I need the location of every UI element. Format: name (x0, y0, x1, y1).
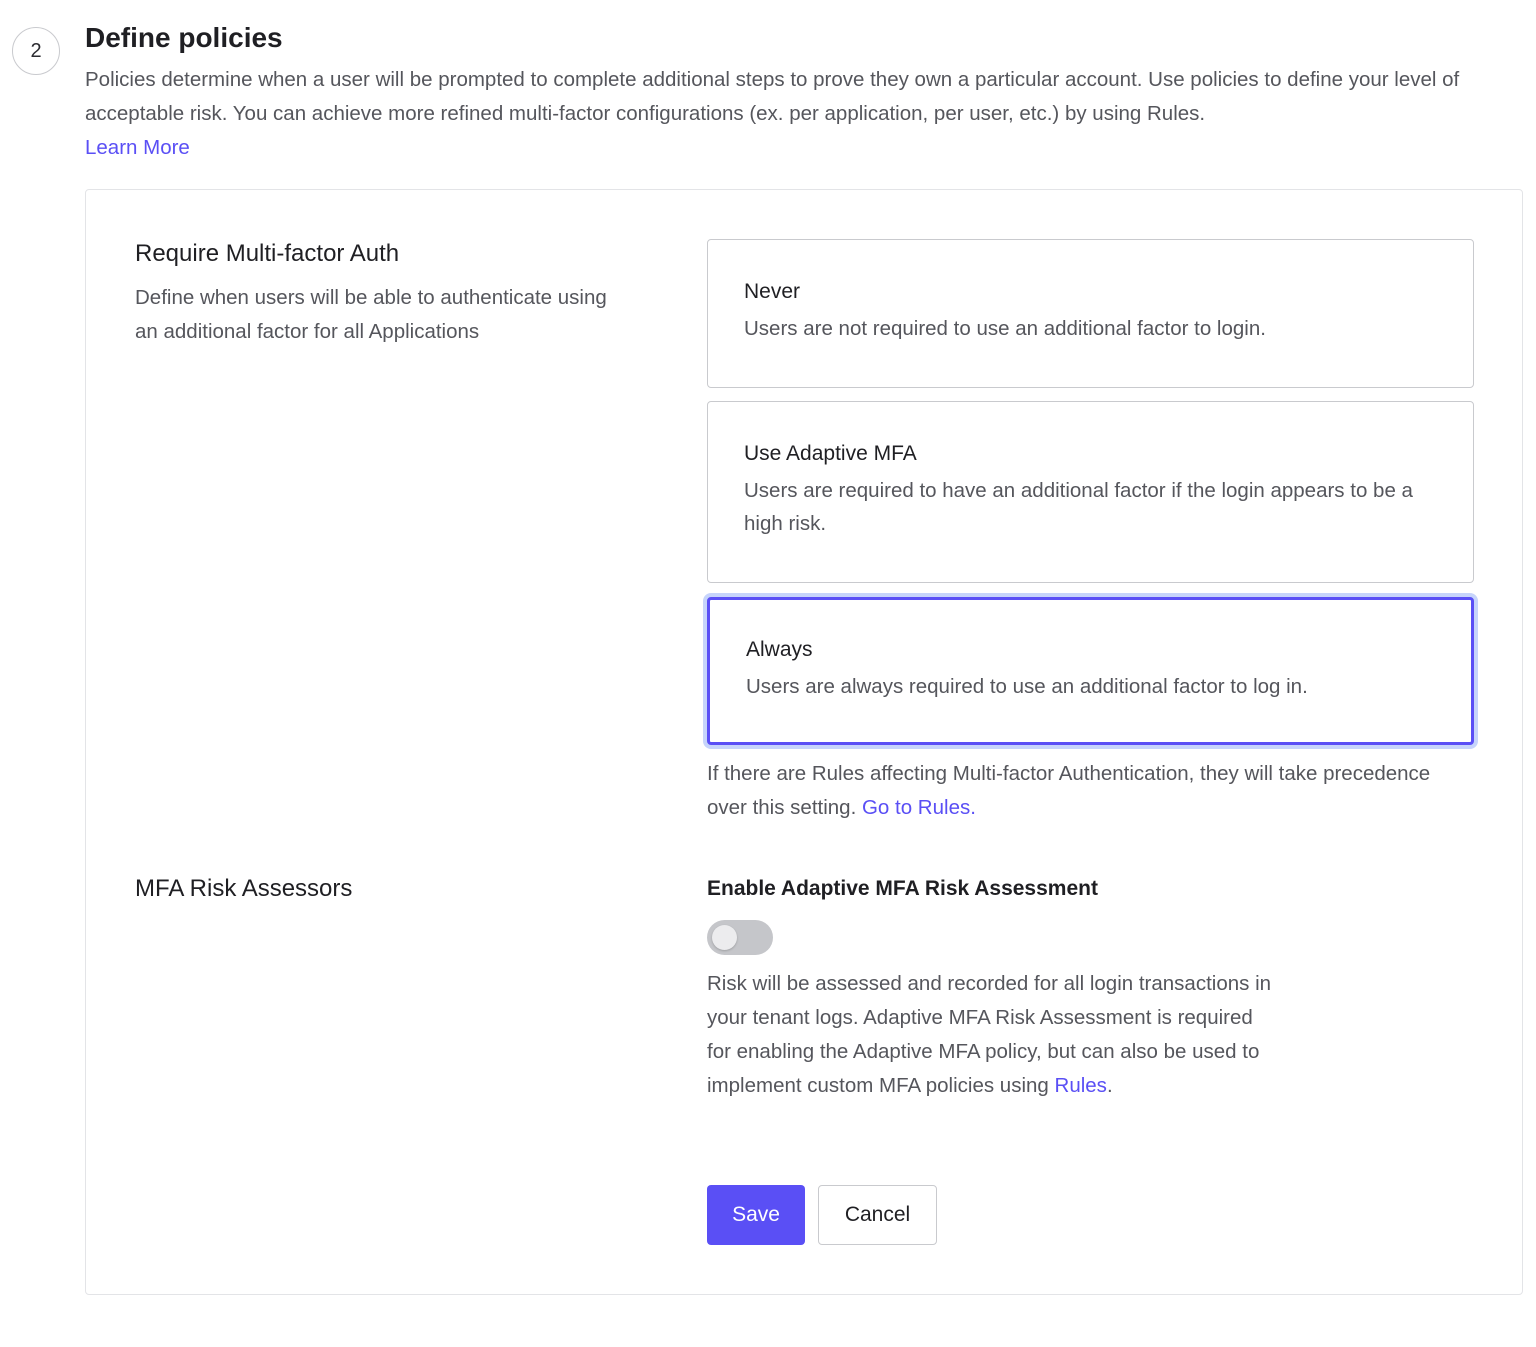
option-always[interactable] (707, 597, 1474, 745)
page-title: Define policies (85, 22, 283, 53)
option-description: Users are always required to use an additional factor to log in. (746, 675, 1308, 698)
adaptive-mfa-risk-toggle[interactable] (707, 920, 773, 955)
option-adaptive-mfa[interactable] (707, 401, 1474, 583)
cancel-button[interactable]: Cancel (818, 1185, 937, 1245)
option-description: Users are required to have an additional factor if the login appears to be a high risk. (744, 479, 1413, 535)
learn-more-link[interactable]: Learn More (85, 136, 190, 159)
risk-period: . (1106, 1074, 1113, 1097)
option-label: Never (744, 280, 801, 303)
option-description: Users are not required to use an additional factor to login. (744, 317, 1266, 340)
toggle-knob (712, 925, 737, 950)
require-mfa-description: Define when users will be able to authenticate using an additional factor for all Applications (135, 286, 607, 343)
intro-text (85, 63, 1525, 165)
option-label: Use Adaptive MFA (744, 442, 917, 465)
risk-text: Risk will be assessed and recorded for all login transactions in your tenant logs. Adaptive MFA Risk Assessment is required for enabling the Adaptive MFA policy, but can also be used to implement custom MFA policies using (707, 972, 1272, 1097)
require-mfa-heading: Require Multi-factor Auth (135, 240, 400, 267)
note-text: If there are Rules affecting Multi-factor Authentication, they will take precedence over this setting. (707, 762, 1431, 819)
go-to-rules-link[interactable]: Go to Rules. (861, 796, 976, 819)
option-never[interactable] (707, 239, 1474, 388)
rules-precedence-note (707, 757, 1467, 825)
step-number-badge: 2 (12, 27, 60, 75)
risk-assessors-heading: MFA Risk Assessors (135, 875, 353, 902)
save-button[interactable]: Save (707, 1185, 805, 1245)
intro-description: Policies determine when a user will be prompted to complete additional steps to prove they own a particular account. Use policies to define your level of acceptable risk. You can achieve more refined multi-factor configurations (ex. per application, per user, etc.) by using Rules. (85, 68, 1460, 125)
toggle-label: Enable Adaptive MFA Risk Assessment (707, 877, 1098, 900)
rules-link[interactable]: Rules (1054, 1074, 1107, 1097)
risk-description (707, 967, 1277, 1103)
option-label: Always (746, 638, 813, 661)
